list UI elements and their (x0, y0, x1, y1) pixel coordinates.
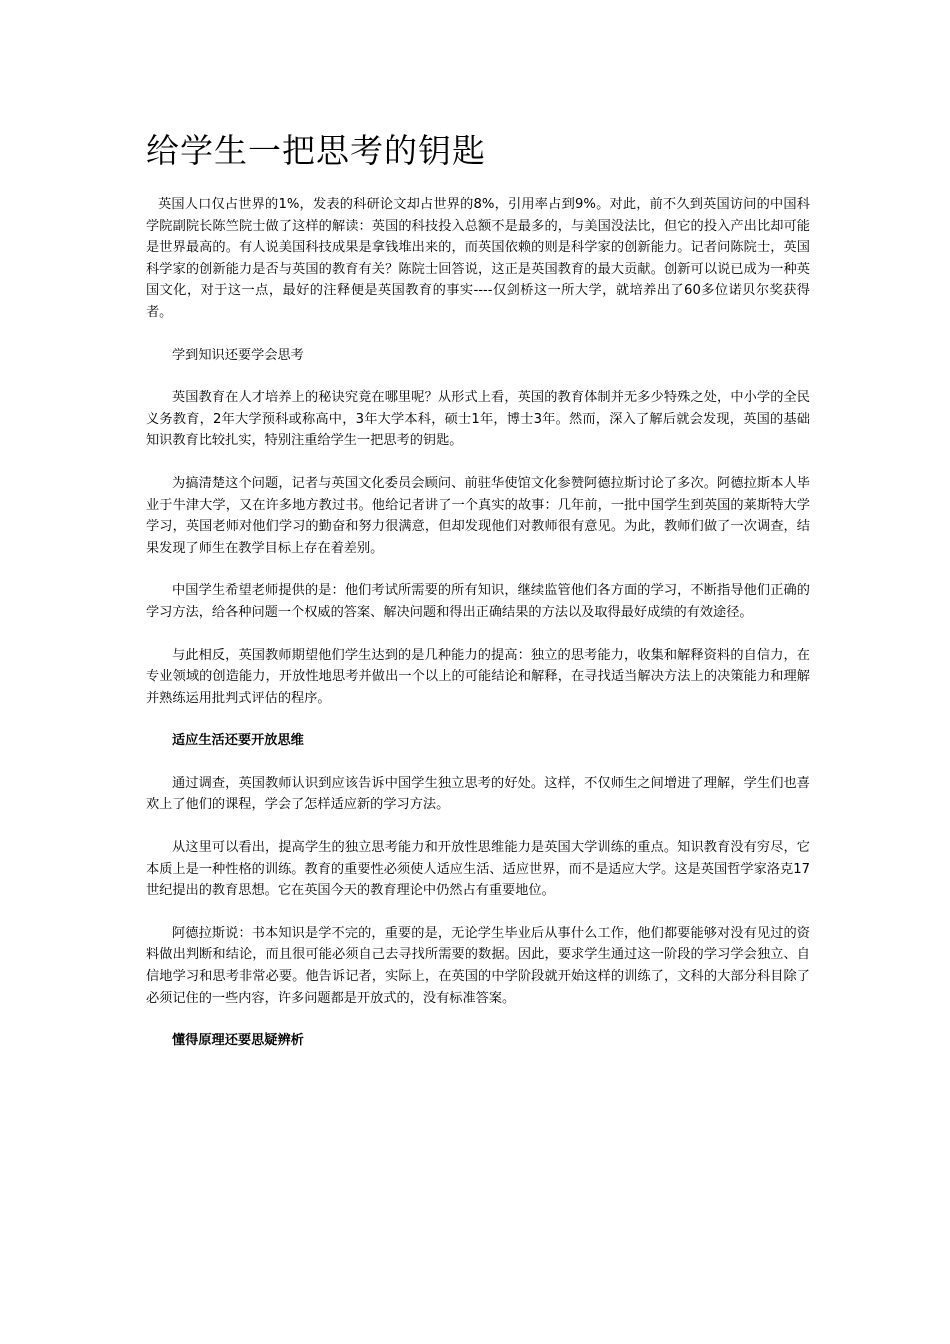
section-heading-open-thinking: 适应生活还要开放思维 (172, 733, 304, 749)
section-heading-critical-analysis: 懂得原理还要思疑辨析 (172, 1033, 304, 1049)
paragraph: 与此相反，英国教师期望他们学生达到的是几种能力的提高：独立的思考能力，收集和解释资料的自信力，在专业领域的创造能力，开放性地思考并做出一个以上的可能结论和解释，在寻找适当解决方法上的决策能力和理解并熟练运用批判式评估的程序。 (146, 647, 810, 706)
document-title: 给学生一把思考的钥匙 (146, 131, 486, 170)
paragraph: 从这里可以看出，提高学生的独立思考能力和开放性思维能力是英国大学训练的重点。知识教育没有穷尽，它本质上是一种性格的训练。教育的重要性必须使人适应生活、适应世界，而不是适应大学。这是英国哲学家洛克17世纪提出的教育思想。它在英国今天的教育理论中仍然占有重要地位。 (146, 840, 810, 899)
paragraph: 英国教育在人才培养上的秘诀究竟在哪里呢？从形式上看，英国的教育体制并无多少特殊之处，中小学的全民义务教育，2年大学预科或称高中，3年大学本科，硕士1年，博士3年。然而，深入了解后就会发现，英国的基础知识教育比较扎实，特别注重给学生一把思考的钥匙。 (146, 390, 810, 449)
paragraph: 为搞清楚这个问题，记者与英国文化委员会顾问、前驻华使馆文化参赞阿德拉斯讨论了多次。阿德拉斯本人毕业于牛津大学，又在许多地方教过书。他给记者讲了一个真实的故事：几年前，一批中国学生到英国的莱斯特大学学习，英国老师对他们学习的勤奋和努力很满意，但却发现他们对教师很有意见。为此，教师们做了一次调查，结果发现了师生在教学目标上存在着差别。 (146, 475, 810, 556)
paragraph: 中国学生希望老师提供的是：他们考试所需要的所有知识，继续监管他们各方面的学习，不断指导他们正确的学习方法，给各种问题一个权威的答案、解决问题和得出正确结果的方法以及取得最好成绩的有效途径。 (146, 583, 810, 620)
document-page (146, 128, 810, 1073)
paragraph: 通过调查，英国教师认识到应该告诉中国学生独立思考的好处。这样，不仅师生之间增进了理解，学生们也喜欢上了他们的课程，学会了怎样适应新的学习方法。 (146, 775, 810, 813)
section-heading-learn-to-think: 学到知识还要学会思考 (172, 347, 304, 363)
paragraph: 阿德拉斯说：书本知识是学不完的，重要的是，无论学生毕业后从事什么工作，他们都要能够对没有见过的资料做出判断和结论，而且很可能必须自己去寻找所需要的数据。因此，要求学生通过这一阶段的学习学会独立、自信地学习和思考非常必要。他告诉记者，实际上，在英国的中学阶段就开始这样的训练了，文科的大部分科目除了必须记住的一些内容，许多问题都是开放式的，没有标准答案。 (146, 925, 810, 1006)
paragraph-intro: 英国人口仅占世界的1%，发表的科研论文却占世界的8%，引用率占到9%。对此，前不久到英国访问的中国科学院副院长陈竺院士做了这样的解读：英国的科技投入总额不是最多的，与美国没法比，但它的投入产出比却可能是世界最高的。有人说美国科技成果是拿钱堆出来的，而英国依赖的则是科学家的创新能力。记者问陈院士，英国科学家的创新能力是否与英国的教育有关？陈院士回答说，这正是英国教育的最大贡献。创新可以说已成为一种英国文化，对于这一点，最好的注释便是英国教育的事实----仅剑桥这一所大学，就培养出了60多位诺贝尔奖获得者。 (146, 197, 810, 320)
